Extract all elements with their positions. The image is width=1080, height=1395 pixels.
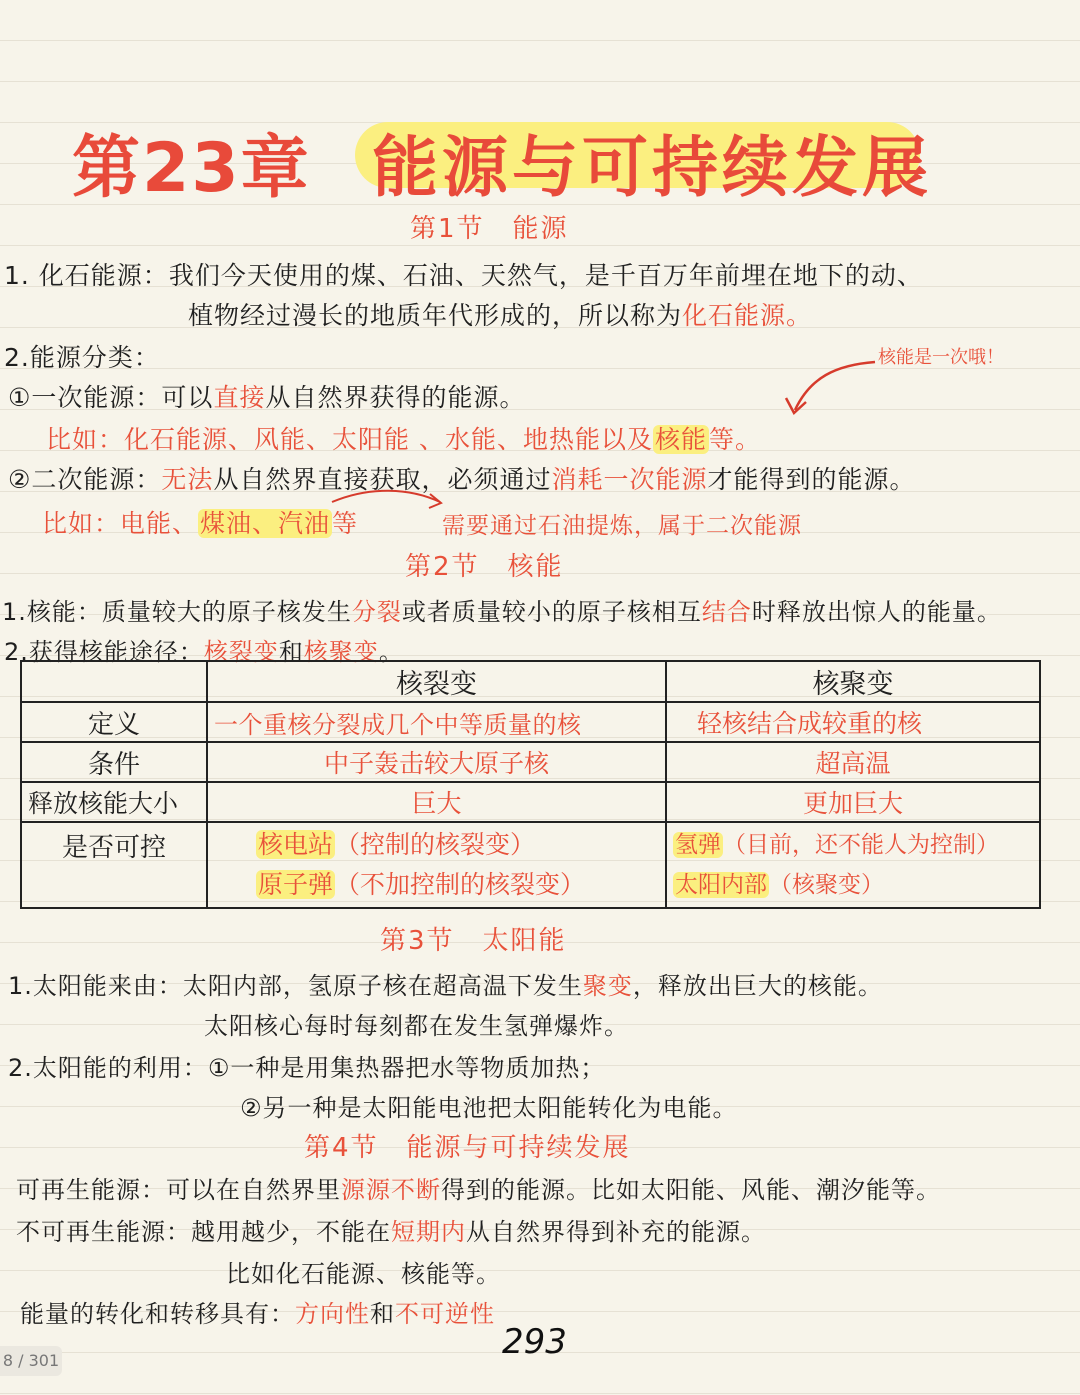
secondary-consume: 消耗一次能源 xyxy=(551,465,708,494)
annotation-arrowhead xyxy=(786,398,806,413)
nuclear-definition xyxy=(2,592,1002,627)
fossil-energy-line2 xyxy=(188,296,812,332)
nuclear-methods-end: 。 xyxy=(378,638,404,666)
transfer-b: 和 xyxy=(370,1300,395,1328)
energy-transfer xyxy=(20,1294,495,1329)
secondary-cannot: 无法 xyxy=(161,465,214,494)
nuclear-methods-fusion: 核聚变 xyxy=(303,638,379,666)
nuclear-plant: 核电站 xyxy=(258,830,334,859)
nuclear-primary-annotation: 核能是一次哦！ xyxy=(878,347,1004,368)
solar-core: 太阳核心每时每刻都在发生氢弹爆炸。 xyxy=(204,1012,629,1040)
secondary-example xyxy=(42,504,358,540)
row-label-definition: 定义 xyxy=(21,702,207,742)
fossil-energy-cont: 植物经过漫长的地质年代形成的，所以称为 xyxy=(188,301,683,330)
controllable-fission xyxy=(207,822,666,908)
nuclear-def-split: 分裂 xyxy=(351,598,402,626)
renewable-continuous: 源源不断 xyxy=(341,1176,441,1204)
primary-example-nuclear: 核能 xyxy=(654,425,707,454)
primary-text-b: 从自然界获得的能源。 xyxy=(265,383,526,412)
sun-interior-desc: （核聚变） xyxy=(769,872,884,898)
nuclear-def-b: 或者质量较小的原子核相互 xyxy=(401,598,702,626)
table-header-empty xyxy=(21,661,207,702)
section2-heading: 第2节 核能 xyxy=(405,552,564,582)
nonrenewable-b: 从自然界得到补充的能源。 xyxy=(466,1218,766,1246)
oil-note-arrowhead xyxy=(429,494,441,508)
nuclear-methods-fission: 核裂变 xyxy=(203,638,279,666)
nuclear-plant-desc: （控制的核裂变） xyxy=(335,830,536,859)
primary-energy-line xyxy=(8,378,525,414)
condition-fission: 中子轰击较大原子核 xyxy=(207,742,666,782)
definition-fission: 一个重核分裂成几个中等质量的核 xyxy=(207,702,666,742)
controllable-fission-line1 xyxy=(256,825,659,865)
solar-origin-a: 1.太阳能来由：太阳内部，氢原子核在超高温下发生 xyxy=(8,972,583,1000)
definition-fusion: 轻核结合成较重的核 xyxy=(666,702,1040,742)
secondary-label: ②二次能源： xyxy=(8,465,162,494)
transfer-irreversible: 不可逆性 xyxy=(395,1300,495,1328)
table-row xyxy=(21,782,1040,822)
transfer-a: 能量的转化和转移具有： xyxy=(20,1300,295,1328)
table-header-row xyxy=(21,661,1040,702)
primary-text-a: 可以 xyxy=(161,383,214,412)
solar-origin-b: ，释放出巨大的核能。 xyxy=(632,972,883,1000)
nuclear-def-combine: 结合 xyxy=(701,598,752,626)
secondary-example-prefix: 比如：电能、 xyxy=(42,509,199,538)
secondary-example-suffix: 等 xyxy=(332,509,359,538)
annotation-arrow xyxy=(795,362,875,410)
section4-heading: 第4节 能源与可持续发展 xyxy=(304,1133,631,1163)
fission-fusion-table xyxy=(20,660,1041,909)
row-label-energy-size: 释放核能大小 xyxy=(21,782,207,822)
hydrogen-bomb-desc: （目前，还不能人为控制） xyxy=(723,832,999,858)
nuclear-def-a: 1.核能：质量较大的原子核发生 xyxy=(2,598,352,626)
nonrenewable-a: 不可再生能源：越用越少，不能在 xyxy=(16,1218,391,1246)
renewable-a: 可再生能源：可以在自然界里 xyxy=(16,1176,341,1204)
secondary-text-b: 才能得到的能源。 xyxy=(707,465,916,494)
renewable-b: 得到的能源。比如太阳能、风能、潮汐能等。 xyxy=(441,1176,941,1204)
page-number: 293 xyxy=(502,1322,567,1362)
section3-heading: 第3节 太阳能 xyxy=(380,926,567,956)
primary-label: ①一次能源： xyxy=(8,383,162,412)
primary-direct: 直接 xyxy=(213,383,266,412)
table-header-fusion: 核聚变 xyxy=(666,661,1040,702)
primary-example-end: 等。 xyxy=(708,425,761,454)
controllable-fusion-line2 xyxy=(673,865,1033,905)
row-label-controllable: 是否可控 xyxy=(21,822,207,908)
table-header-fission: 核裂变 xyxy=(207,661,666,702)
hydrogen-bomb: 氢弹 xyxy=(675,832,721,858)
nuclear-methods-and: 和 xyxy=(278,638,304,666)
primary-example-text: 比如：化石能源、风能、太阳能 、水能、地热能以及 xyxy=(46,425,653,454)
atomic-bomb: 原子弹 xyxy=(258,870,334,899)
primary-example xyxy=(46,420,761,456)
table-row xyxy=(21,742,1040,782)
fossil-energy-label: 1. 化石能源： xyxy=(4,261,169,290)
nonrenewable-energy xyxy=(16,1212,766,1247)
section1-heading: 第1节 能源 xyxy=(410,214,569,244)
chapter-number: 第23章 xyxy=(72,129,311,208)
solar-origin-fusion: 聚变 xyxy=(582,972,633,1000)
solar-origin xyxy=(8,966,883,1001)
fossil-energy-line1 xyxy=(4,256,923,292)
energy-size-fusion: 更加巨大 xyxy=(666,782,1040,822)
controllable-fission-line2 xyxy=(256,865,659,905)
energy-size-fission: 巨大 xyxy=(207,782,666,822)
controllable-fusion-line1 xyxy=(673,825,1033,865)
energy-classification: 2.能源分类： xyxy=(4,343,160,372)
secondary-note: 需要通过石油提炼，属于二次能源 xyxy=(442,513,802,539)
condition-fusion: 超高温 xyxy=(666,742,1040,782)
chapter-title: 能源与可持续发展 xyxy=(372,129,932,206)
fossil-energy-text: 我们今天使用的煤、石油、天然气，是千百万年前埋在地下的动、 xyxy=(168,261,923,290)
atomic-bomb-desc: （不加控制的核裂变） xyxy=(335,870,586,899)
solar-use-1: 2.太阳能的利用：①一种是用集热器把水等物质加热； xyxy=(8,1054,606,1082)
table-row xyxy=(21,702,1040,742)
nonrenewable-example: 比如化石能源、核能等。 xyxy=(226,1260,501,1288)
fossil-energy-term: 化石能源。 xyxy=(682,301,813,330)
nonrenewable-short: 短期内 xyxy=(391,1218,466,1246)
transfer-direction: 方向性 xyxy=(295,1300,370,1328)
secondary-energy-line xyxy=(8,460,915,496)
page-counter: 8 / 301 xyxy=(0,1346,62,1376)
row-label-condition: 条件 xyxy=(21,742,207,782)
secondary-example-oils: 煤油、汽油 xyxy=(200,509,331,538)
solar-use-2: ②另一种是太阳能电池把太阳能转化为电能。 xyxy=(240,1094,738,1122)
secondary-text-a: 从自然界直接获取，必须通过 xyxy=(213,465,552,494)
table-row xyxy=(21,822,1040,908)
nuclear-methods-a: 2.获得核能途径： xyxy=(4,638,204,666)
sun-interior: 太阳内部 xyxy=(675,872,767,898)
renewable-energy xyxy=(16,1170,941,1205)
controllable-fusion xyxy=(666,822,1040,908)
nuclear-def-c: 时释放出惊人的能量。 xyxy=(751,598,1002,626)
